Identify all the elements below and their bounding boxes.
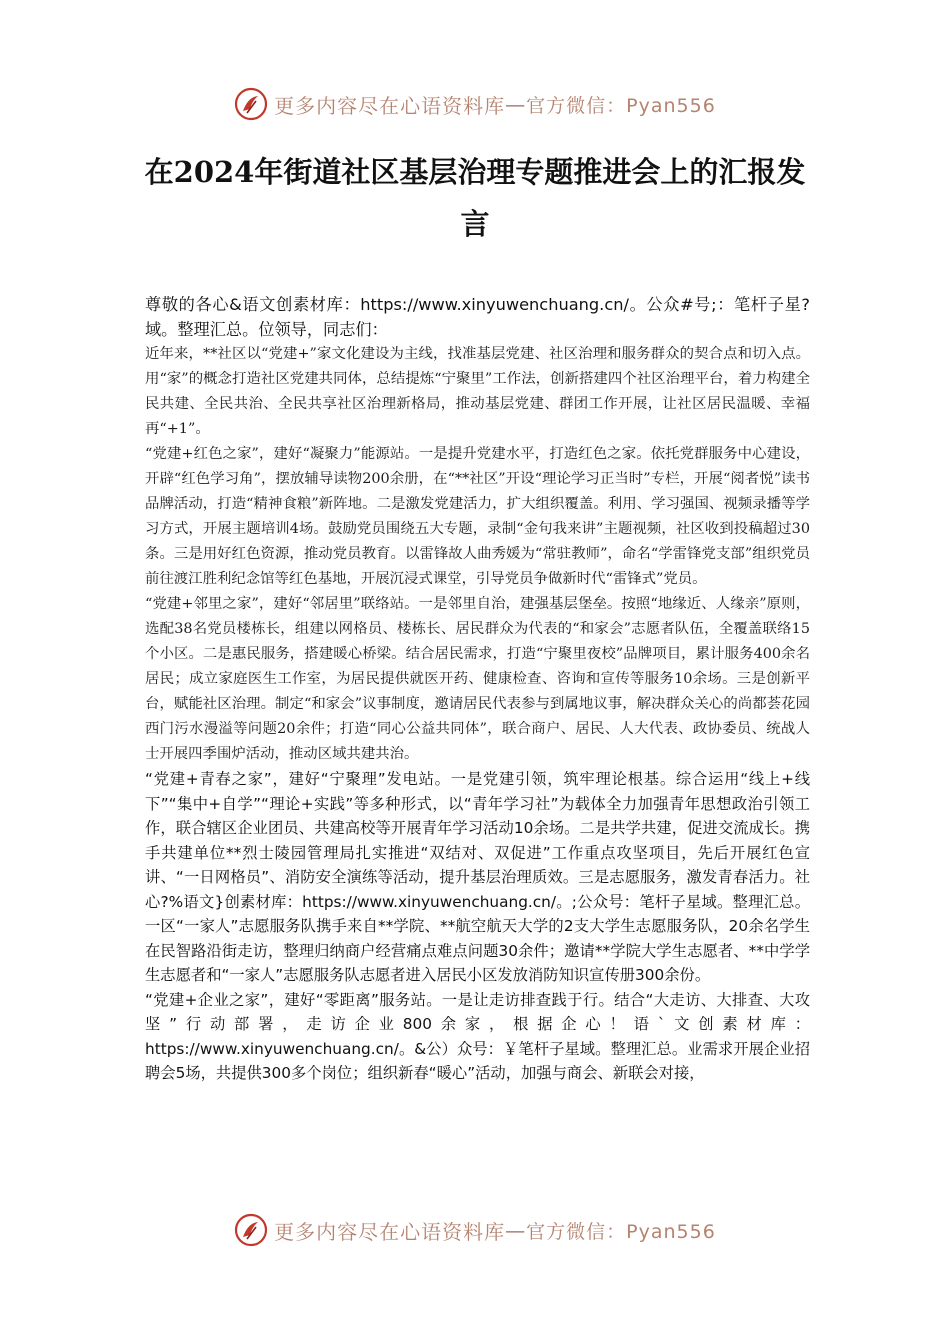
youth-home-paragraph: “党建+青春之家”，建好“宁聚理”发电站。一是党建引领，筑牢理论根基。综合运用“线上+线下”“集中+自学”“理论+实践”等多种形式，以“青年学习社”为载体全力加强青年思想政治引领工作，联合辖区企业团员、共建高校等开展青年学习活动10余场。二是共学共建，促进交流成长。携手共建单位**烈士陵园管理局扎实推进“双结对、双促进”工作重点攻坚项目，先后开展红色宣讲、“一日网格员”、消防安全演练等活动，提升基层治理质效。三是志愿服务，激发青春活力。社心?%语文}创素材库：https://www.xinyuwenchuang.cn/。;公众号：笔杆子星域。整理汇总。一区“一家人”志愿服务队携手来自**学院、**航空航天大学的2支大学生志愿服务队，20余名学生在民智路沿街走访，整理归纳商户经营痛点难点问题30余件；邀请**学院大学生志愿者、**中学学生志愿者和“一家人”志愿服务队志愿者进入居民小区发放消防知识宣传册300余份。 <box>145 770 810 984</box>
intro-paragraph: 近年来，**社区以“党建+”家文化建设为主线，找准基层党建、社区治理和服务群众的契合点和切入点。用“家”的概念打造社区党建共同体，总结提炼“宁聚里”工作法，创新搭建四个社区治理平台，着力构建全民共建、全民共治、全民共享社区治理新格局，推动基层党建、群团工作开展，让社区居民温暖、幸福再“+1”。 <box>145 346 810 437</box>
salutation-paragraph: 尊敬的各心&语文创素材库：https://www.xinyuwenchuang.cn/。公众#号;：笔杆子星?域。整理汇总。位领导，同志们： <box>145 295 810 339</box>
footer-banner-wechat: 官方微信：Pyan556 <box>526 1220 716 1243</box>
document-title: 在2024年街道社区基层治理专题推进会上的汇报发言 <box>144 155 806 241</box>
enterprise-home-paragraph: “党建+企业之家”，建好“零距离”服务站。一是让走访排查践于行。结合“大走访、大排查、大攻坚”行动部署，走访企业800余家，根据企心！语`文创素材库：https://www.xinyuwenchuang.cn/。&公）众号：￥笔杆子星域。整理汇总。业需求开展企业招聘会5场，共提供300多个岗位；组织新春“暖心”活动，加强与商会、新联会对接， <box>145 990 810 1082</box>
header-banner-dash: — <box>505 92 527 116</box>
neighbor-home-paragraph: “党建+邻里之家”，建好“邻居里”联络站。一是邻里自治，建强基层堡垒。按照“地缘近、人缘亲”原则，选配38名党员楼栋长，组建以网格员、楼栋长、居民群众为代表的“和家会”志愿者队伍，全覆盖联络15个小区。二是惠民服务，搭建暖心桥梁。结合居民需求，打造“宁聚里夜校”品牌项目，累计服务400余名居民；成立家庭医生工作室，为居民提供就医开药、健康检查、咨询和宣传等服务10余场。三是创新平台，赋能社区治理。制定“和家会”议事制度，邀请居民代表参与到属地议事，解决群众关心的尚都荟花园西门污水漫溢等问题20余件；打造“同心公益共同体”，联合商户、居民、人大代表、政协委员、统战人士开展四季围炉活动，推动区域共建共治。 <box>145 596 810 762</box>
footer-banner-text: 更多内容尽在心语资料库 <box>274 1219 506 1244</box>
header-banner-wechat: 官方微信：Pyan556 <box>526 94 716 117</box>
header-banner-text: 更多内容尽在心语资料库 <box>274 93 506 118</box>
brand-logo-icon <box>234 1213 268 1247</box>
brand-logo-icon <box>234 87 268 121</box>
footer-banner-dash: — <box>505 1218 527 1242</box>
header-banner <box>0 82 950 126</box>
red-home-paragraph: “党建+红色之家”，建好“凝聚力”能源站。一是提升党建水平，打造红色之家。依托党群服务中心建设，开辟“红色学习角”，摆放辅导读物200余册，在“**社区”开设“理论学习正当时”专栏，开展“阅者悦”读书品牌活动，打造“精神食粮”新阵地。二是激发党建活力，扩大组织覆盖。利用、学习强国、视频录播等学习方式，开展主题培训4场。鼓励党员围绕五大专题，录制“金句我来讲”主题视频，社区收到投稿超过30条。三是用好红色资源，推动党员教育。以雷锋故人曲秀媛为“常驻教师”，命名“学雷锋党支部”组织党员前往渡江胜利纪念馆等红色基地，开展沉浸式课堂，引导党员争做新时代“雷锋式”党员。 <box>145 446 810 587</box>
footer-banner <box>0 1208 950 1252</box>
document-body <box>145 292 810 1086</box>
